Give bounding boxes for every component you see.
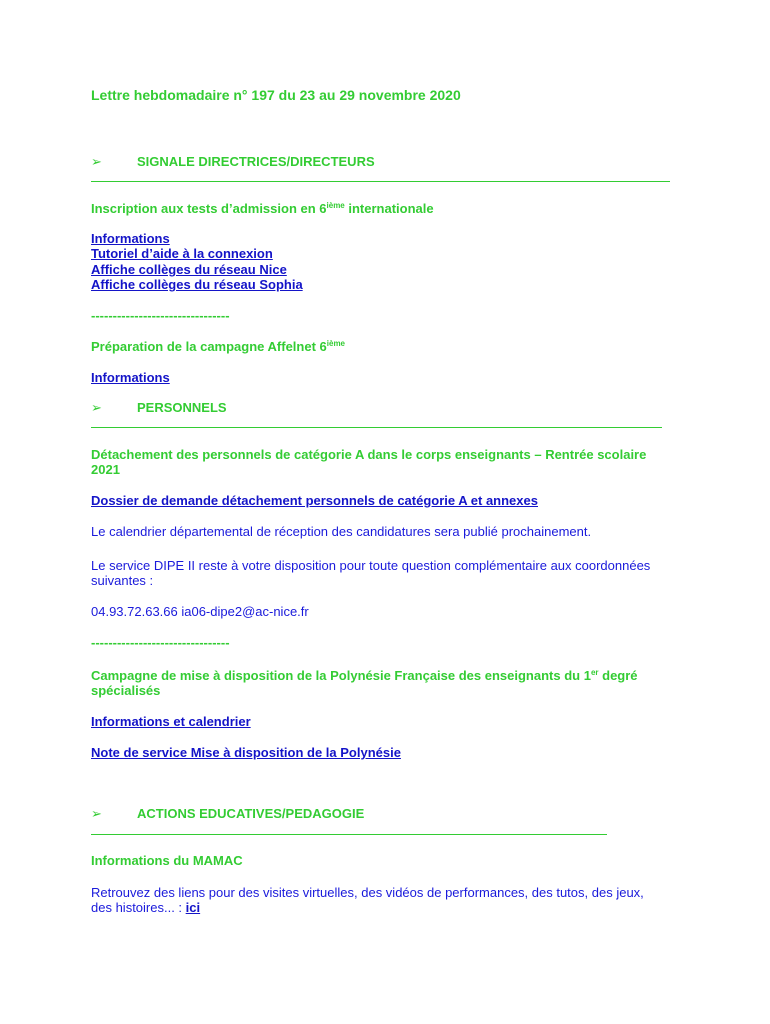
link-informations-calendrier[interactable]: Informations et calendrier [91,714,251,729]
section-heading-personnels [91,400,227,416]
service-text: Le service DIPE II reste à votre disposition pour toute question complémentaire aux coordonnées suivantes : [91,558,651,588]
newsletter-title: Lettre hebdomadaire n° 197 du 23 au 29 novembre 2020 [91,87,461,103]
polynesie-title [91,668,666,698]
mamac-title: Informations du MAMAC [91,853,243,868]
polynesie-title-sup: er [590,668,599,677]
contact-info: 04.93.72.63.66 ia06-dipe2@ac-nice.fr [91,604,309,619]
separator: -------------------------------- [91,308,230,323]
section-divider [91,427,662,428]
arrow-bullet-icon: ➢ [91,400,102,415]
polynesie-title-text: Campagne de mise à disposition de la Polynésie Française des enseignants du 1 [91,668,591,683]
section-heading-text: PERSONNELS [137,400,227,415]
polynesie-title-end: degré spécialisés [91,668,638,698]
link-affiche-sophia[interactable]: Affiche collèges du réseau Sophia [91,277,303,292]
detachement-title: Détachement des personnels de catégorie A dans le corps enseignants – Rentrée scolaire 2021 [91,447,647,477]
arrow-bullet-icon: ➢ [91,154,102,169]
section-heading-text: ACTIONS EDUCATIVES/PEDAGOGIE [137,806,365,821]
separator: -------------------------------- [91,635,230,650]
link-affiche-nice[interactable]: Affiche collèges du réseau Nice [91,262,287,277]
section-heading-text: SIGNALE DIRECTRICES/DIRECTEURS [137,154,375,169]
link-mamac-ici[interactable]: ici [185,900,201,915]
link-tutoriel-connexion[interactable]: Tutoriel d’aide à la connexion [91,246,273,261]
inscription-title [91,201,434,216]
affelnet-title [91,339,345,354]
section-heading-actions [91,806,364,822]
link-dossier-detachement[interactable]: Dossier de demande détachement personnels de catégorie A et annexes [91,493,538,508]
calendrier-text: Le calendrier départemental de réception des candidatures sera publié prochainement. [91,524,592,539]
section-heading-directeurs [91,154,375,170]
link-informations-affelnet[interactable]: Informations [91,370,170,385]
inscription-title-end: internationale [344,201,434,216]
section-divider [91,834,607,835]
arrow-bullet-icon: ➢ [91,806,102,821]
section-divider [91,181,670,182]
inscription-title-sup: ième [326,201,345,210]
mamac-text [91,885,666,915]
mamac-description: Retrouvez des liens pour des visites virtuelles, des vidéos de performances, des tutos, des jeux, des histoires... : [91,885,644,915]
link-note-service-polynesie[interactable]: Note de service Mise à disposition de la Polynésie [91,745,401,760]
affelnet-title-sup: ième [326,339,345,348]
affelnet-title-text: Préparation de la campagne Affelnet 6 [91,339,327,354]
link-informations-inscription[interactable]: Informations [91,231,170,246]
inscription-title-text: Inscription aux tests d’admission en 6 [91,201,327,216]
